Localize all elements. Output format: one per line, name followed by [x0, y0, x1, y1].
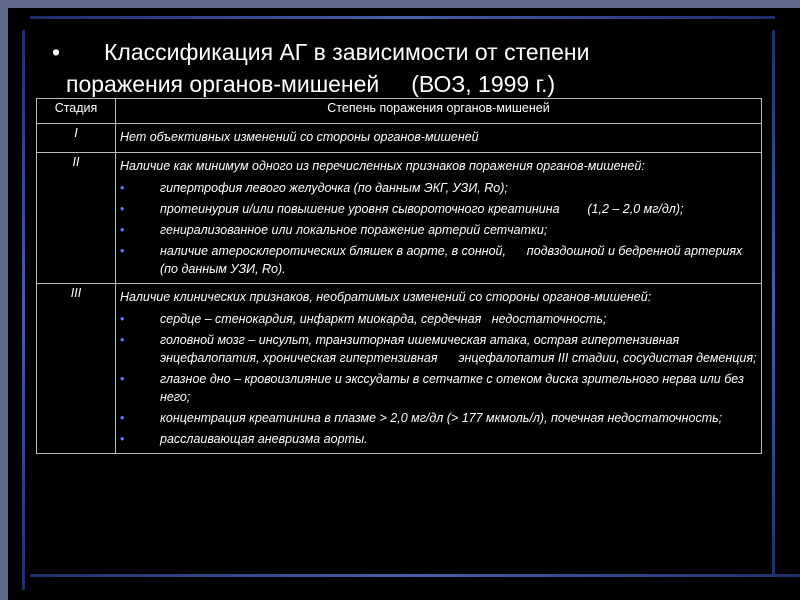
damage-intro: Наличие клинических признаков, необратимых изменений со стороны органов-мишеней:	[120, 290, 652, 304]
bullet-icon: •	[120, 411, 125, 425]
stage-cell: II	[37, 153, 116, 284]
list-item-text: концентрация креатинина в плазме > 2,0 мг/дл (> 177 мкмоль/л), почечная недостаточность;	[160, 411, 723, 425]
list-item-text: генирализованное или локальное поражение артерий сетчатки;	[160, 223, 548, 237]
bullet-icon: •	[120, 312, 125, 326]
table-row	[37, 124, 762, 153]
damage-intro: Нет объективных изменений со стороны органов-мишеней	[120, 130, 479, 144]
bullet-icon: •	[120, 202, 125, 216]
bullet-icon: •	[120, 432, 125, 446]
bullet-icon: •	[120, 372, 125, 386]
list-item	[120, 430, 757, 448]
classification-table	[36, 98, 762, 454]
damage-cell	[116, 153, 762, 284]
stage-cell: III	[37, 284, 116, 454]
list-item-text: головной мозг – инсульт, транзиторная ишемическая атака, острая гипертензивная энцефалопатия, хроническая гипертензивная энцефалопатия III стадии, сосудистая деменция;	[160, 333, 757, 365]
header-damage: Степень поражения органов-мишеней	[116, 99, 762, 124]
list-item-text: гипертрофия левого желудочка (по данным ЭКГ, УЗИ, Ro);	[160, 181, 508, 195]
list-item	[120, 221, 757, 239]
damage-cell	[116, 284, 762, 454]
list-item	[120, 331, 757, 367]
right-rule	[772, 30, 775, 575]
list-item-text: наличие атеросклеротических бляшек в аорте, в сонной, подвздошной и бедренной артериях (по данным УЗИ, Ro).	[160, 244, 746, 276]
list-item	[120, 242, 757, 278]
damage-intro: Наличие как минимум одного из перечисленных признаков поражения органов-мишеней:	[120, 159, 645, 173]
top-rule	[30, 16, 775, 19]
list-item	[120, 179, 757, 197]
list-item-text: глазное дно – кровоизлияние и экссудаты в сетчатке с отеком диска зрительного нерва или без него;	[160, 372, 748, 404]
bullet-icon: •	[120, 333, 125, 347]
table-row	[37, 153, 762, 284]
slide-title	[52, 36, 772, 100]
left-rule	[22, 30, 25, 590]
list-item-text: расслаивающая аневризма аорты.	[160, 432, 368, 446]
title-bullet: •	[52, 39, 61, 65]
list-item	[120, 200, 757, 218]
title-line-2: поражения органов-мишеней (ВОЗ, 1999 г.)	[66, 71, 556, 97]
stage-cell: I	[37, 124, 116, 153]
list-item-text: протеинурия и/или повышение уровня сывороточного креатинина (1,2 – 2,0 мг/дл);	[160, 202, 684, 216]
table-row	[37, 284, 762, 454]
header-stage: Стадия	[37, 99, 116, 124]
bullet-icon: •	[120, 223, 125, 237]
damage-cell	[116, 124, 762, 153]
table-body	[37, 124, 762, 454]
table-header-row	[37, 99, 762, 124]
bottom-rule	[30, 574, 800, 577]
list-item	[120, 409, 757, 427]
list-item-text: сердце – стенокардия, инфаркт миокарда, сердечная недостаточность;	[160, 312, 607, 326]
title-line-1: Классификация АГ в зависимости от степени	[104, 39, 590, 65]
bullet-icon: •	[120, 244, 125, 258]
bullet-icon: •	[120, 181, 125, 195]
list-item	[120, 370, 757, 406]
list-item	[120, 310, 757, 328]
